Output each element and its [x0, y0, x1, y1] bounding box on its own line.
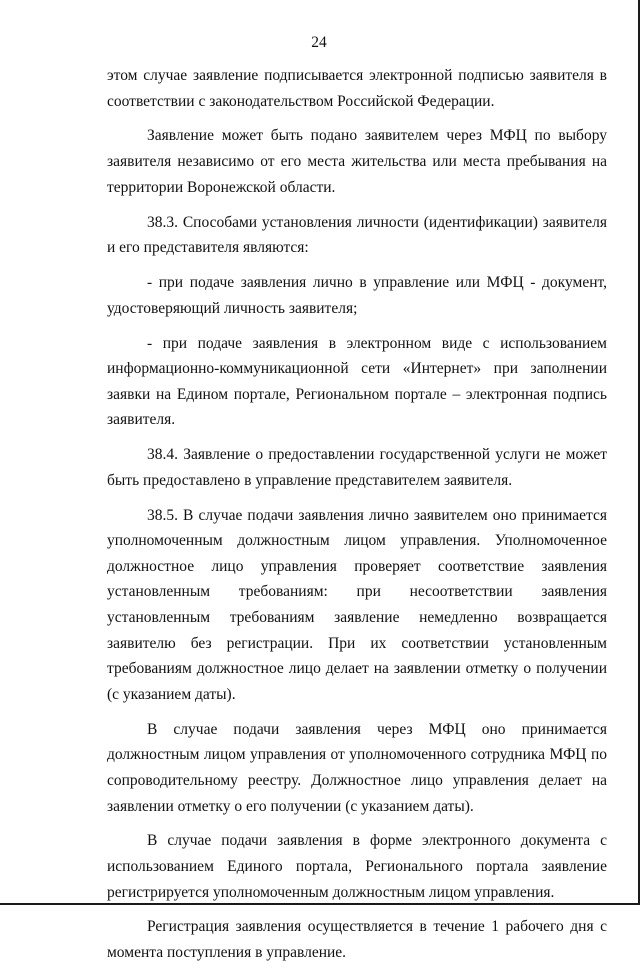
paragraph-3: 38.3. Способами установления личности (идентификации) заявителя и его представителя являются:	[107, 213, 607, 257]
page-number: 24	[311, 34, 327, 51]
paragraph-1: этом случае заявление подписывается электронной подписью заявителя в соответствии с законодательством Российской Федерации.	[107, 67, 607, 110]
paragraph-10: Регистрация заявления осуществляется в течение 1 рабочего дня с момента поступления в управление.	[107, 918, 607, 962]
paragraph-5: - при подаче заявления в электронном виде с использованием информационно-коммуникационной сети «Интернет» при заполнении заявки на Едином портале, Региональном портале – электронная подпись заявителя.	[107, 334, 607, 429]
paragraph-9: В случае подачи заявления в форме электронного документа с использованием Единого портала, Регионального портала заявление регистрируется уполномоченным должностным лицом управления.	[107, 832, 607, 901]
paragraph-6: 38.4. Заявление о предоставлении государственной услуги не может быть предоставлено в управление представителем заявителя.	[107, 446, 607, 489]
paragraph-4: - при подаче заявления лично в управление или МФЦ - документ, удостоверяющий личность заявителя;	[107, 274, 607, 317]
paragraph-7: 38.5. В случае подачи заявления лично заявителем оно принимается уполномоченным должностным лицом управления. Уполномоченное должностное лицо управления проверяет соответствие заявления установленным требованиям: при несоответствии заявления установленным требованиям заявление немедленно возвращается заявителю без регистрации. При их соответствии установленным требованиям должностное лицо делает на заявлении отметку о получении (с указанием даты).	[107, 506, 607, 703]
document-body	[107, 63, 607, 975]
paragraph-2: Заявление может быть подано заявителем через МФЦ по выбору заявителя независимо от его места жительства или места пребывания на территории Воронежской области.	[107, 127, 607, 196]
paragraph-8: В случае подачи заявления через МФЦ оно принимается должностным лицом управления от уполномоченного сотрудника МФЦ по сопроводительному реестру. Должностное лицо управления делает на заявлении отметку о его получении (с указанием даты).	[107, 720, 607, 815]
